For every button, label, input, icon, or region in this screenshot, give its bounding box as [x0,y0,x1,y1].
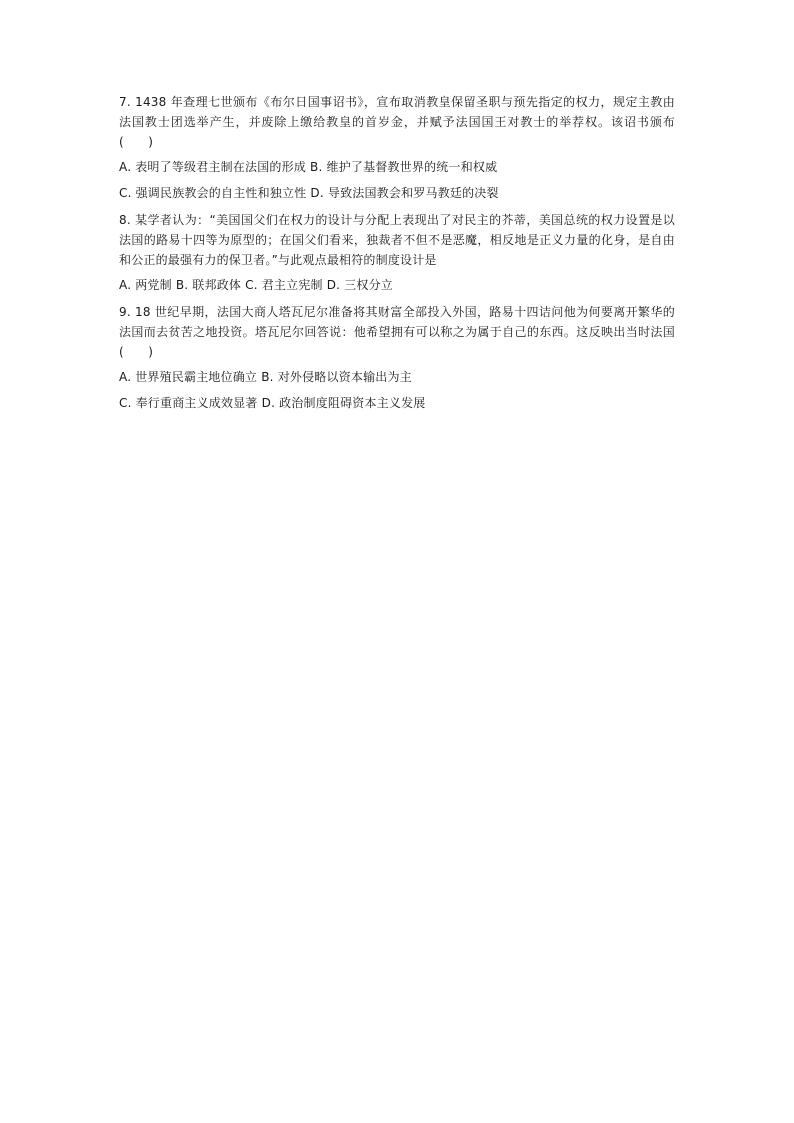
answer-options-line: A. 两党制 B. 联邦政体 C. 君主立宪制 D. 三权分立 [119,278,394,292]
question-7 [119,92,675,202]
answer-options-line: C. 强调民族教会的自主性和独立性 D. 导致法国教会和罗马教廷的决裂 [119,186,499,200]
question-stem: 8. 某学者认为：“美国国父们在权力的设计与分配上表现出了对民主的芥蒂，美国总统的权力设置是以法国的路易十四等为原型的；在国父们看来，独裁者不但不是恶魔，相反地是正义力量的化身，是自由和公正的最强有力的保卫者。”与此观点最相符的制度设计是 [119,213,675,267]
question-8 [119,210,675,294]
question-9 [119,302,675,412]
answer-options-line: C. 奉行重商主义成效显著 D. 政治制度阻碍资本主义发展 [119,396,426,410]
answer-options-line: A. 表明了等级君主制在法国的形成 B. 维护了基督教世界的统一和权威 [119,160,498,174]
question-stem: 9. 18 世纪早期，法国大商人塔瓦尼尔准备将其财富全部投入外国，路易十四诘问他为何要离开繁华的法国而去贫苦之地投资。塔瓦尼尔回答说：他希望拥有可以称之为属于自己的东西。这反映出当时法国 ( ) [119,305,675,359]
question-stem: 7. 1438 年查理七世颁布《布尔日国事诏书》，宣布取消教皇保留圣职与预先指定的权力，规定主教由法国教士团选举产生，并废除上缴给教皇的首岁金，并赋予法国国王对教士的举荐权。该诏书颁布 ( ) [119,95,675,149]
answer-options-line: A. 世界殖民霸主地位确立 B. 对外侵略以资本输出为主 [119,370,412,384]
exam-page [119,92,675,420]
